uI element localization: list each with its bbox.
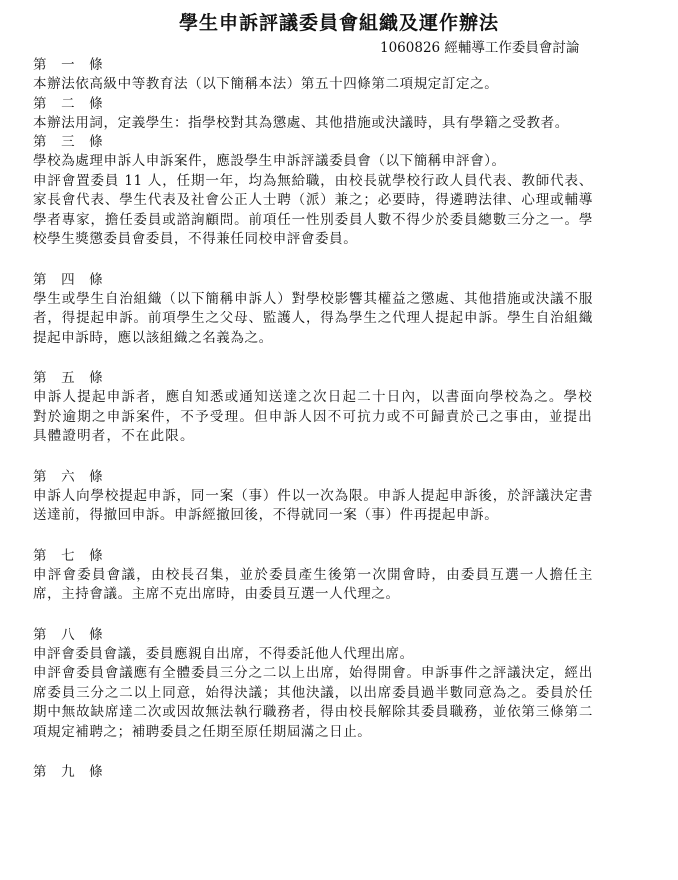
article-paragraph: 申訴人向學校提起申訴，同一案（事）件以一次為限。申訴人提起申訴後，於評議決定書送達前，得撤回申訴。申訴經撤回後，不得就同一案（事）件再提起申訴。 — [33, 487, 593, 523]
document-body — [33, 56, 593, 782]
article-paragraph: 申評會置委員 11 人，任期一年，均為無給職，由校長就學校行政人員代表、教師代表、家長會代表、學生代表及社會公正人士聘（派）兼之；必要時，得遴聘法律、心理或輔導學者專家，擔任委員或諮詢顧問。前項任一性別委員人數不得少於委員總數三分之一。學校學生獎懲委員會委員，不得兼任同校申評會委員。 — [33, 172, 593, 247]
article-paragraph: 申評會委員會議，由校長召集，並於委員產生後第一次開會時，由委員互選一人擔任主席，主持會議。主席不克出席時，由委員互選一人代理之。 — [33, 566, 593, 602]
article-3 — [33, 133, 593, 250]
article-heading: 第 九 條 — [33, 764, 105, 780]
article-9 — [33, 763, 593, 782]
article-1 — [33, 56, 593, 95]
article-7 — [33, 547, 593, 605]
article-5 — [33, 369, 593, 447]
article-heading: 第 六 條 — [33, 468, 105, 485]
article-paragraph: 申訴人提起申訴者，應自知悉或通知送達之次日起二十日內，以書面向學校為之。學校對於逾期之申訴案件，不予受理。但申訴人因不可抗力或不可歸責於己之事由，並提出具體證明者，不在此限。 — [33, 389, 593, 444]
article-heading: 第 一 條 — [33, 57, 105, 73]
article-heading: 第 五 條 — [33, 370, 105, 386]
article-heading: 第 二 條 — [33, 95, 105, 112]
article-2 — [33, 95, 593, 134]
article-heading: 第 八 條 — [33, 626, 105, 643]
article-heading: 第 三 條 — [33, 134, 105, 150]
document-subtitle: 1060826 經輔導工作委員會討論 — [380, 40, 580, 56]
article-6 — [33, 468, 593, 526]
article-paragraph: 申評會委員會議，委員應親自出席，不得委託他人代理出席。 — [33, 645, 414, 662]
article-paragraph: 申評會委員會議應有全體委員三分之二以上出席，始得開會。申訴事件之評議決定，經出席委員三分之二以上同意，始得決議；其他決議，以出席委員過半數同意為之。委員於任期中無故缺席達二次或因故無法執行職務者，得由校長解除其委員職務，並依第三條第二項規定補聘之；補聘委員之任期至原任期屆滿之日止。 — [33, 665, 593, 740]
article-paragraph: 學校為處理申訴人申訴案件，應設學生申訴評議委員會（以下簡稱申評會）。 — [33, 153, 506, 169]
article-heading: 第 七 條 — [33, 547, 105, 564]
article-paragraph: 學生或學生自治組織（以下簡稱申訴人）對學校影響其權益之懲處、其他措施或決議不服者，得提起申訴。前項學生之父母、監護人，得為學生之代理人提起申訴。學生自治組織提起申訴時，應以該組織之名義為之。 — [33, 290, 593, 346]
article-paragraph: 本辦法用詞，定義學生：指學校對其為懲處、其他措施或決議時，具有學籍之受教者。 — [33, 114, 569, 131]
article-heading: 第 四 條 — [33, 271, 105, 288]
document-title: 學生申訴評議委員會組織及運作辦法 — [178, 12, 499, 34]
article-4 — [33, 271, 593, 349]
article-8 — [33, 626, 593, 743]
article-paragraph: 本辦法依高級中等教育法（以下簡稱本法）第五十四條第二項規定訂定之。 — [33, 76, 499, 92]
